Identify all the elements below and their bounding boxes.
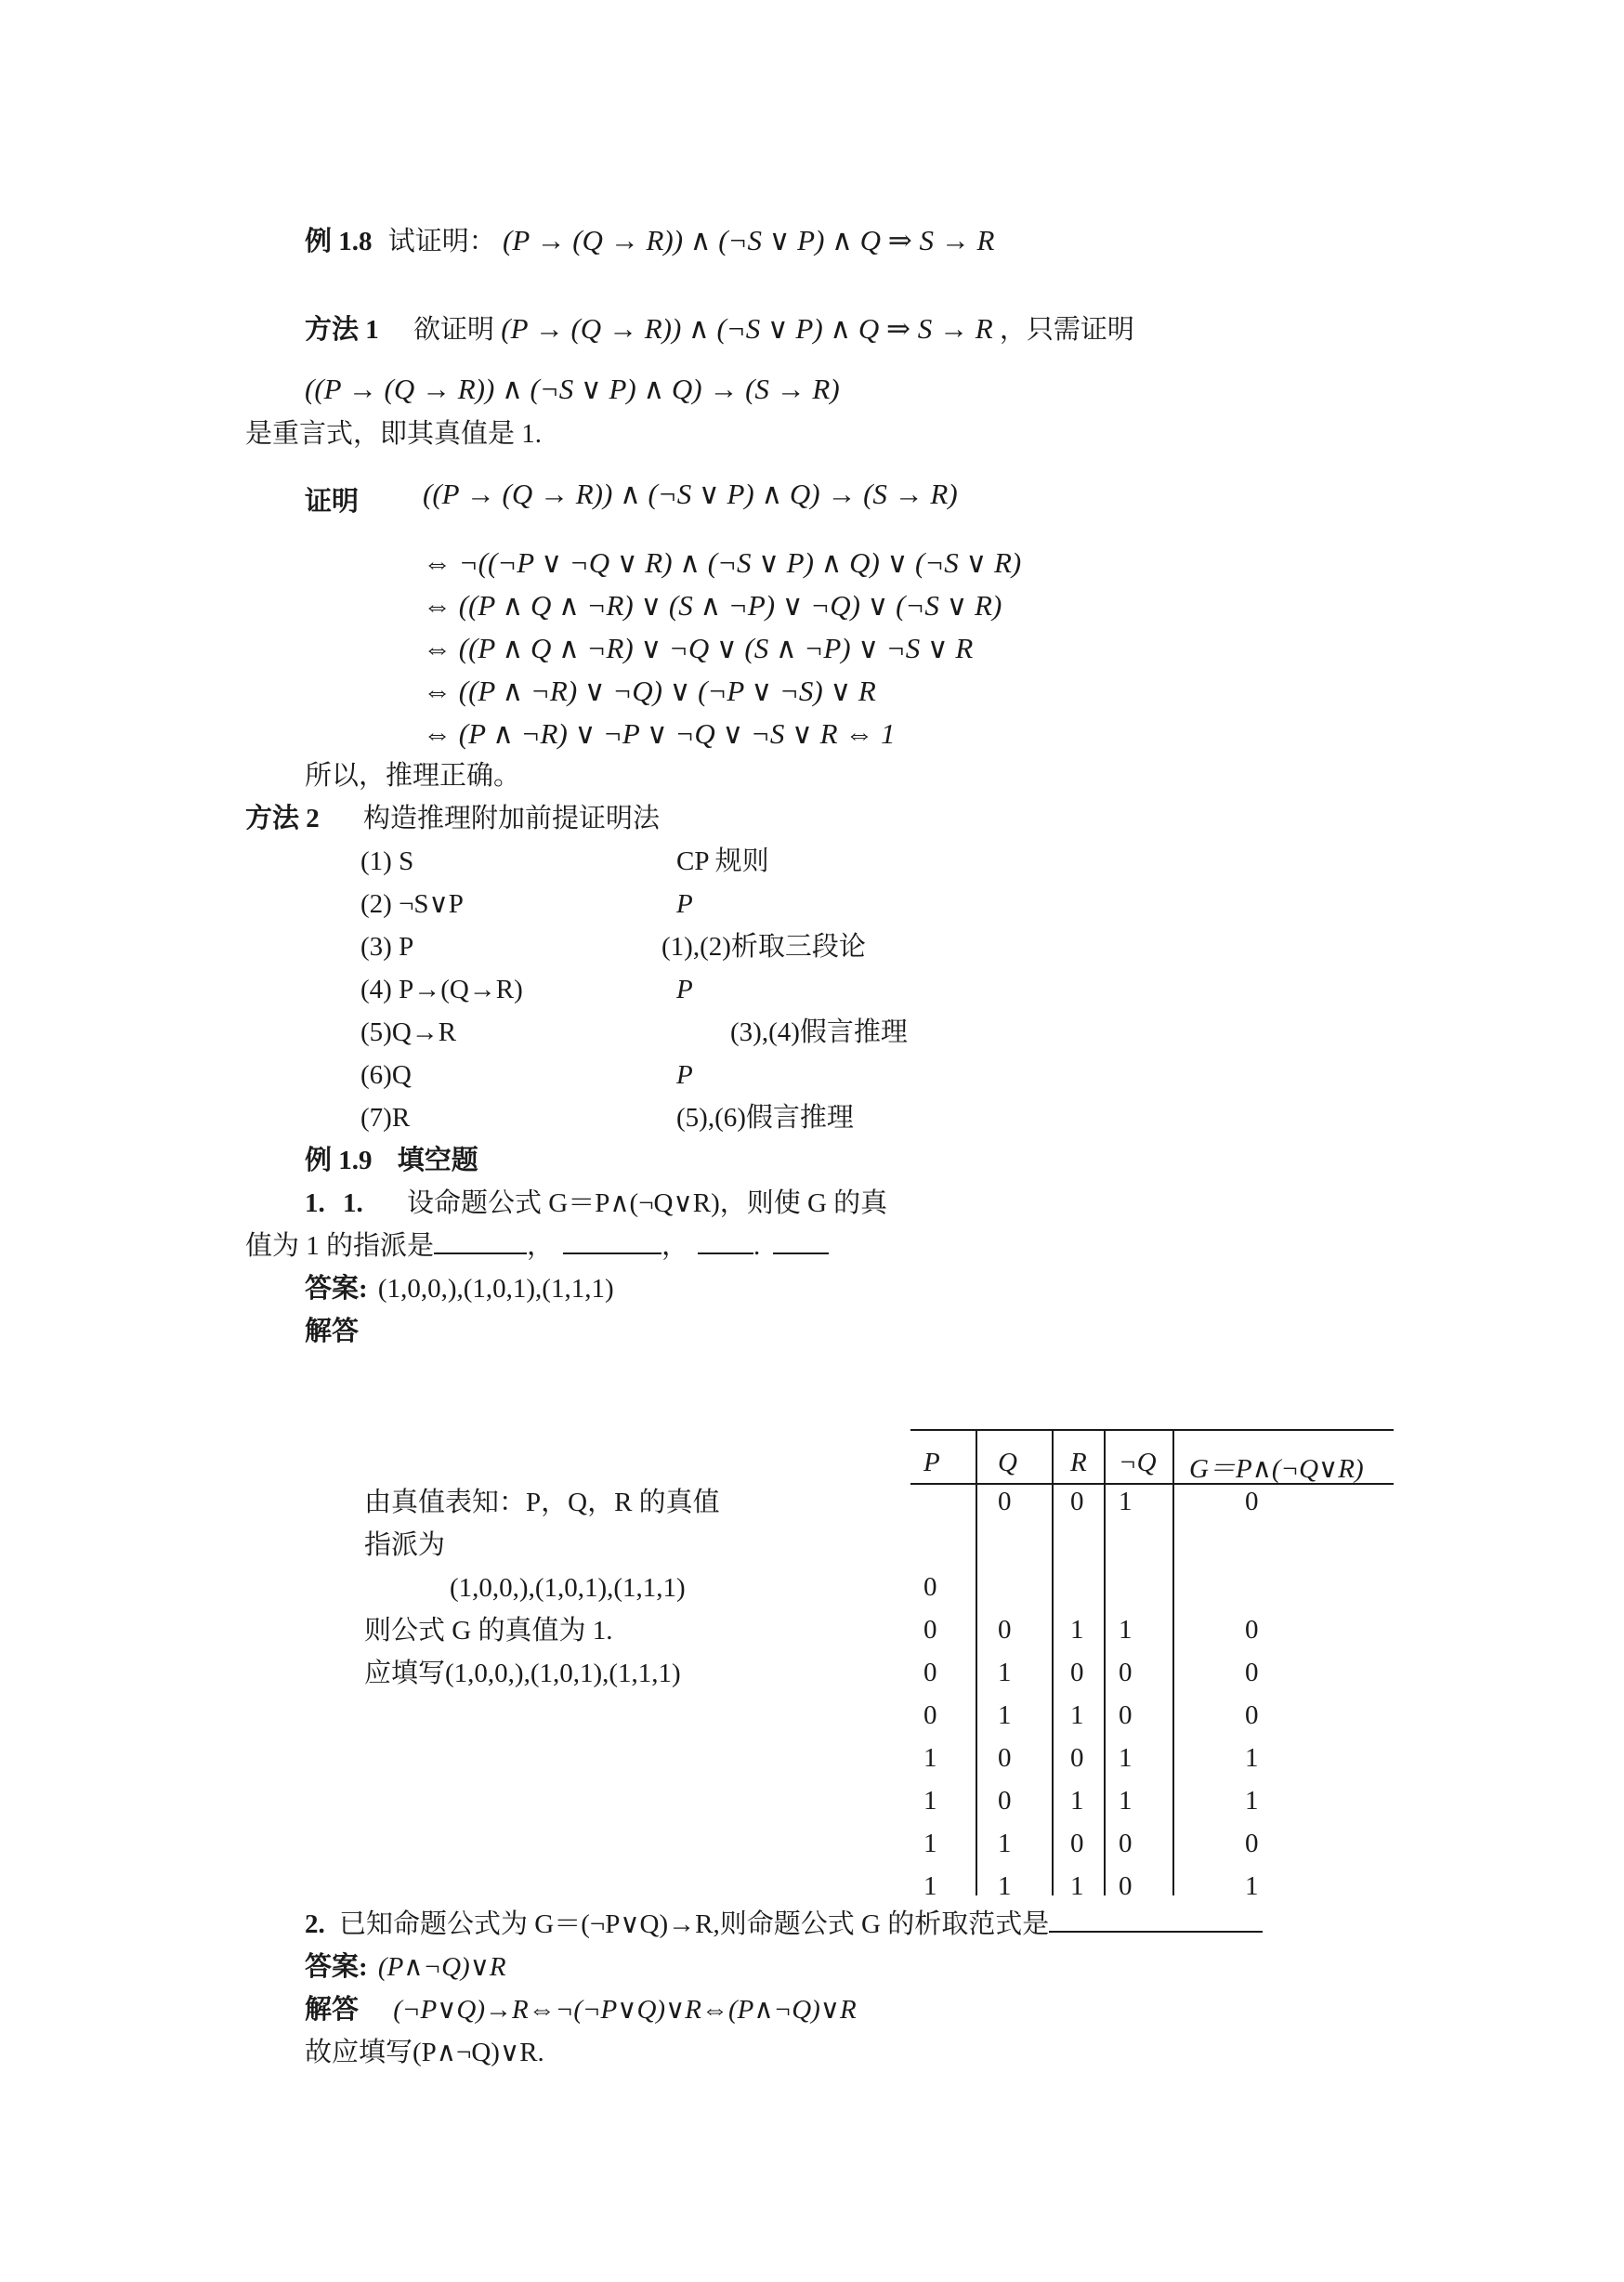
question-number: 2. (305, 1909, 325, 1939)
solution-formula: (¬P∨Q)→R⇔¬(¬P∨Q)∨R⇔(P∧¬Q)∨R (393, 1995, 857, 2025)
deduction-step-rule: P (676, 975, 693, 1004)
answer-value: (P∧¬Q)∨R (377, 1952, 506, 1982)
table-cell: 1 (1070, 1615, 1084, 1645)
table-cell: 0 (1070, 1487, 1084, 1516)
deduction-step-rule: CP 规则 (676, 846, 769, 876)
proof-label: 证明 (305, 487, 360, 517)
table-cell: 1 (1119, 1743, 1133, 1773)
table-cell: 1 (1119, 1615, 1133, 1645)
table-cell: 1 (1245, 1786, 1259, 1816)
table-cell: 0 (1245, 1829, 1259, 1858)
table-header-cell: P (923, 1448, 940, 1477)
question-text: 设命题公式 G＝P∧(¬Q∨R)，则使 G 的真 (407, 1188, 888, 1218)
deduction-step-left: (1) S (360, 846, 414, 876)
table-cell: 1 (923, 1871, 937, 1901)
table-cell: 0 (998, 1786, 1012, 1816)
solution-line (305, 1994, 857, 2026)
method-2-title: 构造推理附加前提证明法 (363, 804, 661, 833)
truth-table (910, 1429, 1394, 1901)
table-cell: 0 (1070, 1658, 1084, 1687)
table-column-rule (976, 1429, 977, 1895)
table-cell: 0 (1245, 1658, 1259, 1687)
deduction-step-left: (6)Q (360, 1060, 412, 1090)
table-cell: 0 (923, 1658, 937, 1687)
deduction-step-left: (4) P→(Q→R) (360, 975, 523, 1004)
deduction-step-left: (2) ¬S∨P (360, 889, 464, 919)
table-header-cell: G＝P∧(¬Q∨R) (1189, 1454, 1364, 1484)
example-label: 例 1.8 (305, 227, 373, 256)
implication-formula: ((P → (Q → R)) ∧ (¬S ∨ P) ∧ Q) → (S → R) (305, 373, 840, 405)
table-cell: 0 (1245, 1615, 1259, 1645)
table-cell: 1 (1119, 1487, 1133, 1516)
question-2-line (305, 1908, 1263, 1941)
question-text-cont: 值为 1 的指派是 (245, 1231, 435, 1261)
proof-conclusion: 所以，推理正确。 (305, 761, 521, 791)
table-cell: 1 (1245, 1743, 1259, 1773)
theorem-formula: (P → (Q → R)) ∧ (¬S ∨ P) ∧ Q ⇒ S → R (503, 224, 995, 256)
table-cell: 0 (923, 1700, 937, 1730)
truth-table-note: (1,0,0,),(1,0,1),(1,1,1) (450, 1573, 686, 1603)
proof-step: ⇔ ¬((¬P ∨ ¬Q ∨ R) ∧ (¬S ∨ P) ∧ Q) ∨ (¬S ∨ R) (423, 546, 1022, 579)
table-cell: 1 (998, 1829, 1012, 1858)
blank-separator: . (753, 1231, 761, 1261)
table-header-cell: Q (998, 1448, 1017, 1477)
table-cell: 0 (923, 1615, 937, 1645)
deduction-step-left: (3) P (360, 932, 414, 962)
deduction-step-left: (5)Q→R (360, 1017, 457, 1047)
table-cell: 1 (998, 1871, 1012, 1901)
method-1-label: 方法 1 (305, 315, 379, 345)
answer-label: 答案: (305, 1952, 368, 1982)
table-cell: 0 (998, 1743, 1012, 1773)
table-cell: 0 (998, 1487, 1012, 1516)
table-cell: 1 (923, 1743, 937, 1773)
answer-blank[interactable] (773, 1230, 829, 1254)
question-subnumber: 1. (343, 1188, 363, 1218)
answer-blank[interactable] (698, 1230, 753, 1254)
table-column-rule (1104, 1429, 1106, 1895)
proof-step: ⇔ ((P ∧ Q ∧ ¬R) ∨ (S ∧ ¬P) ∨ ¬Q) ∨ (¬S ∨ R) (423, 589, 1002, 622)
deduction-step-rule: (5),(6)假言推理 (676, 1103, 854, 1133)
answer-blank[interactable] (563, 1230, 661, 1254)
table-cell: 0 (1119, 1700, 1133, 1730)
table-cell: 1 (1070, 1700, 1084, 1730)
question-1-line (305, 1187, 887, 1220)
proof-first-formula: ((P → (Q → R)) ∧ (¬S ∨ P) ∧ Q) → (S → R) (423, 478, 958, 510)
table-cell: 0 (1119, 1658, 1133, 1687)
question-text: 已知命题公式为 G＝(¬P∨Q)→R,则命题公式 G 的析取范式是 (339, 1909, 1050, 1939)
solution-label: 解答 (305, 1317, 360, 1346)
table-cell: 1 (998, 1700, 1012, 1730)
deduction-step-rule: P (676, 889, 693, 919)
table-cell: 1 (998, 1658, 1012, 1687)
blank-separator: ， (661, 1231, 689, 1261)
answer-value: (1,0,0,),(1,0,1),(1,1,1) (377, 1274, 614, 1304)
example-1-8-heading (305, 223, 994, 258)
table-cell: 0 (1245, 1487, 1259, 1516)
table-cell: 0 (1070, 1743, 1084, 1773)
tautology-note: 是重言式，即其真值是 1. (245, 419, 543, 449)
table-cell: 0 (923, 1572, 937, 1602)
method-1-formula: (P → (Q → R)) ∧ (¬S ∨ P) ∧ Q ⇒ S → R (501, 312, 993, 345)
table-cell: 1 (1119, 1786, 1133, 1816)
method-1-intro: 欲证明 (413, 315, 495, 345)
example-label: 例 1.9 (305, 1146, 373, 1175)
example-1-9-heading (305, 1145, 478, 1177)
truth-table-note: 应填写(1,0,0,),(1,0,1),(1,1,1) (364, 1659, 681, 1688)
table-cell: 0 (998, 1615, 1012, 1645)
answer-label: 答案: (305, 1274, 368, 1304)
table-column-rule (1172, 1429, 1174, 1895)
truth-table-note: 由真值表知：P，Q，R 的真值 (364, 1488, 720, 1517)
method-1-line (305, 311, 1134, 347)
proof-step: ⇔ ((P ∧ Q ∧ ¬R) ∨ ¬Q ∨ (S ∧ ¬P) ∨ ¬S ∨ R (423, 632, 974, 664)
truth-table-note: 则公式 G 的真值为 1. (364, 1616, 613, 1646)
table-cell: 0 (1245, 1700, 1259, 1730)
deduction-step-rule: (1),(2)析取三段论 (661, 932, 866, 962)
question-1-continuation (245, 1230, 829, 1263)
table-cell: 1 (1070, 1871, 1084, 1901)
deduction-step-rule: P (676, 1060, 693, 1090)
table-cell: 0 (1119, 1871, 1133, 1901)
table-cell: 1 (923, 1829, 937, 1858)
table-column-rule (1052, 1429, 1054, 1895)
method-2-heading (245, 803, 660, 835)
proof-step: ⇔ ((P ∧ ¬R) ∨ ¬Q) ∨ (¬P ∨ ¬S) ∨ R (423, 675, 876, 707)
method-1-suffix: ，只需证明 (999, 315, 1134, 345)
answer-line (305, 1273, 614, 1305)
solution-label: 解答 (305, 1995, 360, 2025)
table-header-cell: ¬Q (1119, 1448, 1157, 1477)
truth-table-note: 指派为 (364, 1530, 446, 1560)
table-cell: 1 (1245, 1871, 1259, 1901)
table-rule (910, 1429, 1394, 1431)
table-cell: 1 (1070, 1786, 1084, 1816)
question-number: 1. (305, 1188, 325, 1218)
example-prompt: 试证明： (387, 227, 496, 256)
answer-blank[interactable] (434, 1230, 527, 1254)
table-header-cell: R (1070, 1448, 1087, 1477)
proof-step: ⇔ (P ∧ ¬R) ∨ ¬P ∨ ¬Q ∨ ¬S ∨ R ⇔ 1 (423, 717, 896, 750)
final-answer: 故应填写(P∧¬Q)∨R. (305, 2038, 544, 2067)
deduction-step-left: (7)R (360, 1103, 411, 1133)
answer-line (305, 1951, 506, 1984)
blank-separator: ， (527, 1231, 555, 1261)
answer-blank[interactable] (1049, 1908, 1263, 1933)
table-cell: 0 (1119, 1829, 1133, 1858)
example-title: 填空题 (397, 1146, 478, 1175)
deduction-step-rule: (3),(4)假言推理 (730, 1017, 908, 1047)
table-cell: 1 (923, 1786, 937, 1816)
method-2-label: 方法 2 (245, 804, 320, 833)
table-cell: 0 (1070, 1829, 1084, 1858)
